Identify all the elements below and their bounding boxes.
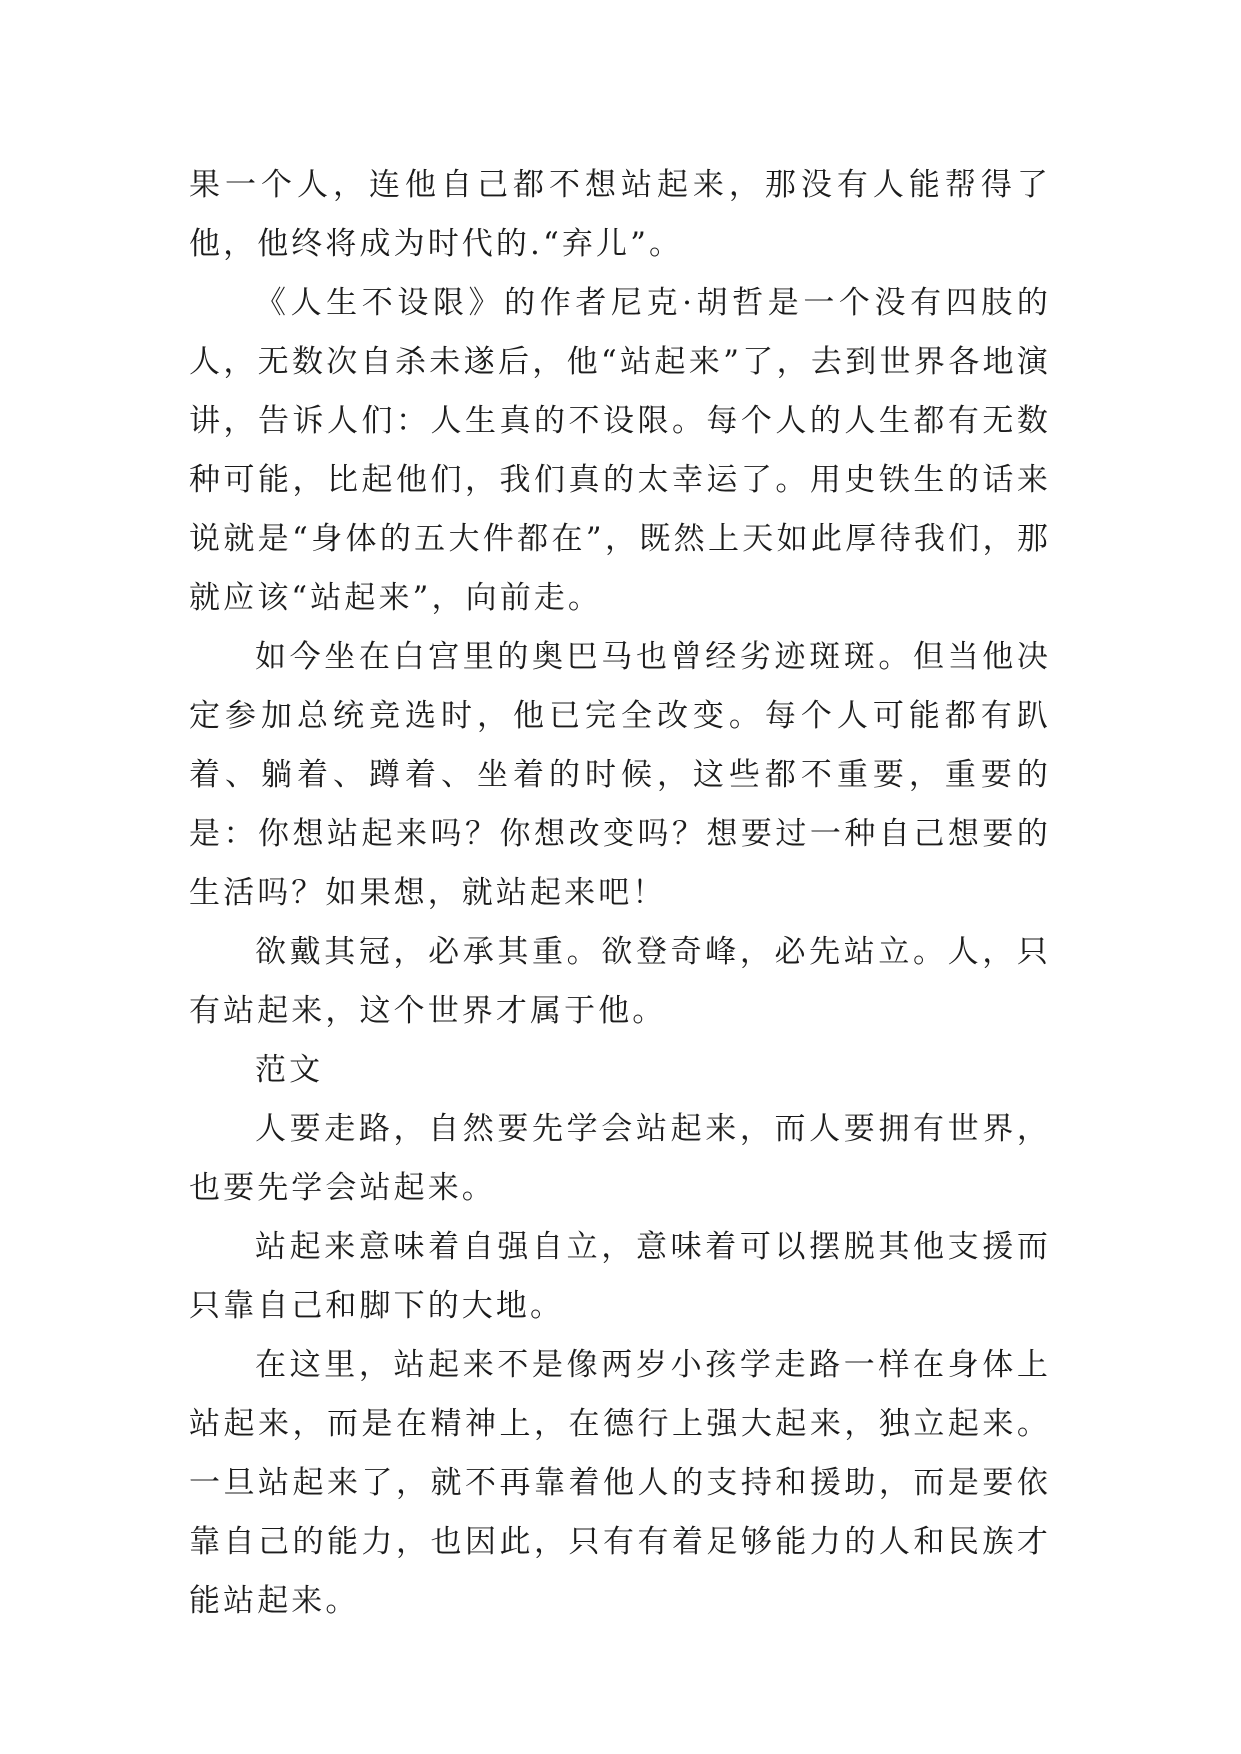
paragraph-3: 如今坐在白宫里的奥巴马也曾经劣迹斑斑。但当他决定参加总统竞选时，他已完全改变。每个人可能都有趴着、躺着、蹲着、坐着的时候，这些都不重要，重要的是：你想站起来吗？你想改变吗？想要过一种自己想要的生活吗？如果想，就站起来吧！ [189, 639, 1051, 911]
paragraph-2: 《人生不设限》的作者尼克·胡哲是一个没有四肢的人，无数次自杀未遂后，他“站起来”了，去到世界各地演讲，告诉人们：人生真的不设限。每个人的人生都有无数种可能，比起他们，我们真的太幸运了。用史铁生的话来说就是“身体的五大件都在”，既然上天如此厚待我们，那就应该“站起来”，向前走。 [189, 285, 1051, 616]
paragraph-6: 站起来意味着自强自立，意味着可以摆脱其他支援而只靠自己和脚下的大地。 [189, 1229, 1051, 1324]
paragraph-heading-fanwen: 范文 [255, 1052, 324, 1088]
document-body [189, 156, 1051, 1631]
paragraph-1: 果一个人，连他自己都不想站起来，那没有人能帮得了他，他终将成为时代的.“弃儿”。 [189, 167, 1051, 262]
paragraph-7: 在这里，站起来不是像两岁小孩学走路一样在身体上站起来，而是在精神上，在德行上强大起来，独立起来。一旦站起来了，就不再靠着他人的支持和援助，而是要依靠自己的能力，也因此，只有有着足够能力的人和民族才能站起来。 [189, 1347, 1051, 1619]
paragraph-4: 欲戴其冠，必承其重。欲登奇峰，必先站立。人，只有站起来，这个世界才属于他。 [189, 934, 1051, 1029]
paragraph-5: 人要走路，自然要先学会站起来，而人要拥有世界，也要先学会站起来。 [189, 1111, 1051, 1206]
